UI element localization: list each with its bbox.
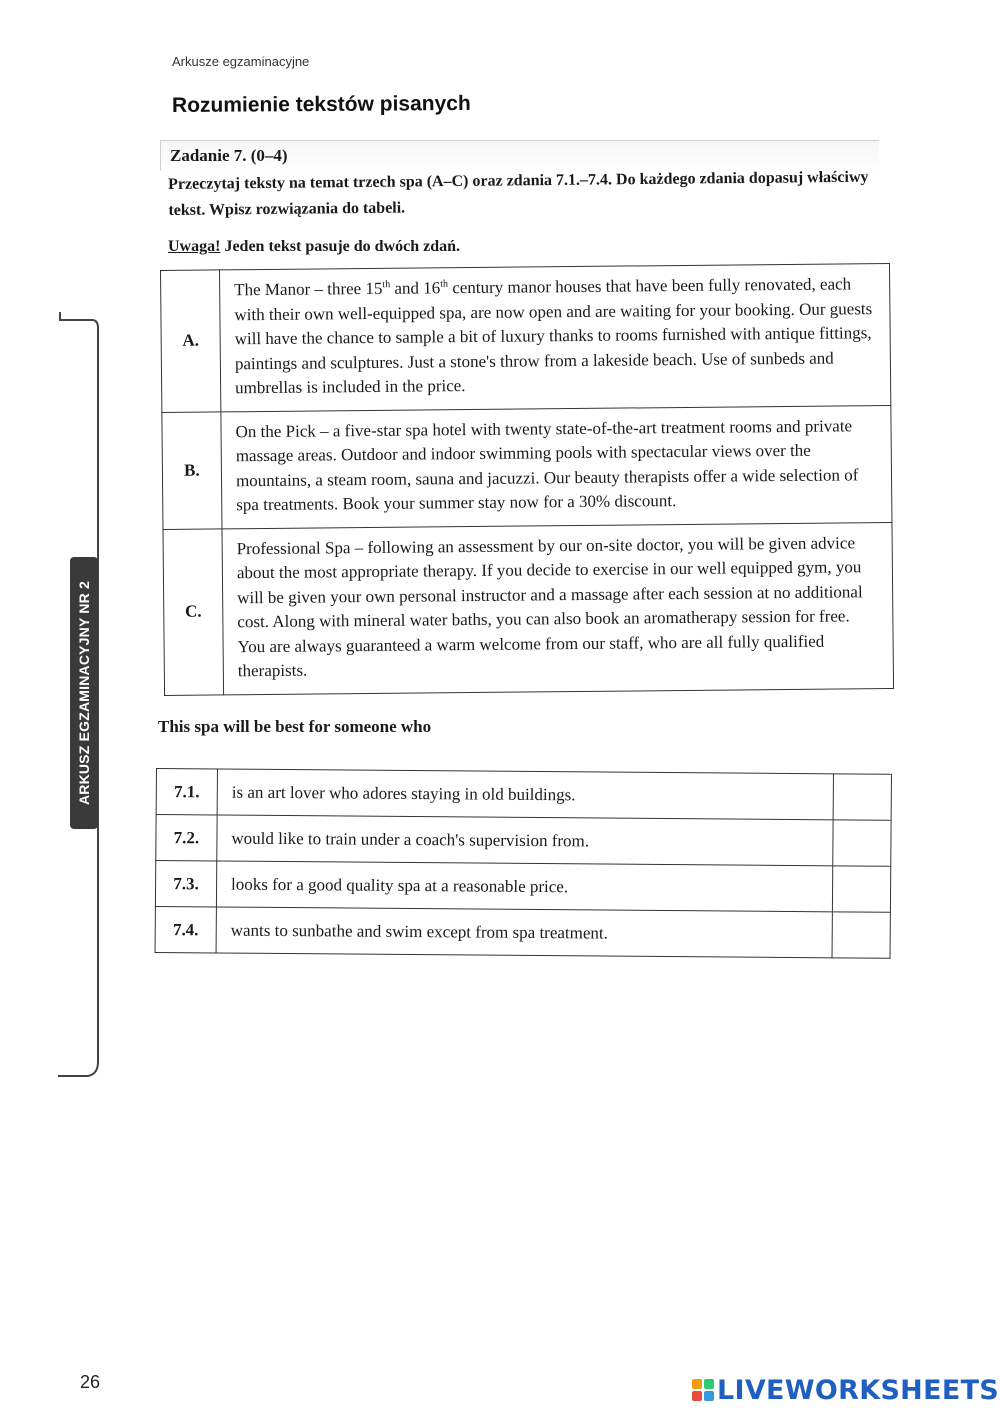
text-a-part1: The Manor – three 15 xyxy=(234,278,383,300)
liveworksheets-logo xyxy=(692,1372,999,1408)
text-a-part2: and 16 xyxy=(390,278,441,298)
side-label xyxy=(70,557,98,829)
text-body-a xyxy=(220,263,891,411)
answer-cell-7-3[interactable] xyxy=(832,866,890,912)
task-note xyxy=(168,238,460,256)
logo-square xyxy=(704,1379,714,1389)
answer-cell-7-1[interactable] xyxy=(833,774,891,820)
text-row-a xyxy=(161,263,891,411)
text-a-part3: century manor houses that have been fully renovated, each with their own well-equipped spa, are now open and are waiting for your booking. Our guests will have the chance to sample a bit of luxury thanks to rooms furnished with antique fittings, paintings and sculptures. Just a stone's throw from a lakeside beach. Use of sunbeds and umbrellas is included in the price. xyxy=(234,274,873,398)
text-body-c: Professional Spa – following an assessment by our on-site doctor, you will be given advice about the most appropriate therapy. If you decide to exercise in our well equipped gym, you will be given your own personal instructor and a massage after each session at no additional cost. Along with mineral water baths, you can also book an aromatherapy session for free. You are always guaranteed a warm welcome from our staff, who are all fully qualified therapists. xyxy=(222,522,894,694)
statement-number: 7.2. xyxy=(156,815,217,861)
statement-number: 7.1. xyxy=(156,769,217,815)
table-row xyxy=(155,861,890,913)
table-row xyxy=(156,769,891,821)
statement-text: is an art lover who adores staying in old buildings. xyxy=(217,769,833,820)
text-letter: B. xyxy=(162,411,222,529)
text-row-c xyxy=(163,522,894,695)
statements-prompt: This spa will be best for someone who xyxy=(158,717,432,736)
statements-table xyxy=(155,768,892,959)
text-a-sup2: th xyxy=(440,278,449,290)
task-instruction: Przeczytaj teksty na temat trzech spa (A–C) oraz zdania 7.1.–7.4. Do każdego zdania dopasuj właściwy tekst. Wpisz rozwiązania do tabeli. xyxy=(168,168,869,219)
series-label: Arkusze egzaminacyjne xyxy=(172,54,310,69)
task-label: Zadanie 7. (0–4) xyxy=(170,146,288,165)
section-title: Rozumienie tekstów pisanych xyxy=(171,91,471,118)
logo-square xyxy=(704,1391,714,1401)
logo-icon xyxy=(692,1379,714,1401)
table-row xyxy=(156,815,891,867)
side-label-text: ARKUSZ EGZAMINACYJNY NR 2 xyxy=(76,580,92,806)
statement-number: 7.4. xyxy=(155,906,216,952)
text-a-sup1: th xyxy=(382,279,391,291)
logo-text: LIVEWORKSHEETS xyxy=(717,1374,1000,1406)
note-text: Jeden tekst pasuje do dwóch zdań. xyxy=(220,238,461,255)
table-row xyxy=(155,906,890,958)
statement-text: looks for a good quality spa at a reasonable price. xyxy=(216,861,832,912)
logo-square xyxy=(692,1391,702,1401)
answer-cell-7-2[interactable] xyxy=(833,820,891,866)
text-letter: A. xyxy=(161,270,221,412)
text-letter: C. xyxy=(163,528,224,695)
text-body-b: On the Pick – a five-star spa hotel with twenty state-of-the-art treatment rooms and private massage areas. Outdoor and indoor swimming pools with spectacular views over the mountains, a steam room, sauna and jacuzzi. Our beauty therapists offer a wide selection of spa treatments. Book your summer stay now for a 30% discount. xyxy=(221,405,892,528)
text-row-b xyxy=(162,405,892,529)
page-number: 26 xyxy=(80,1372,101,1392)
statement-text: would like to train under a coach's supervision from. xyxy=(217,815,833,866)
note-label: Uwaga! xyxy=(168,238,221,255)
answer-cell-7-4[interactable] xyxy=(832,912,890,958)
statement-number: 7.3. xyxy=(155,861,216,907)
statement-text: wants to sunbathe and swim except from spa treatment. xyxy=(216,907,832,958)
logo-square xyxy=(692,1379,702,1389)
spa-texts-table xyxy=(160,263,894,695)
